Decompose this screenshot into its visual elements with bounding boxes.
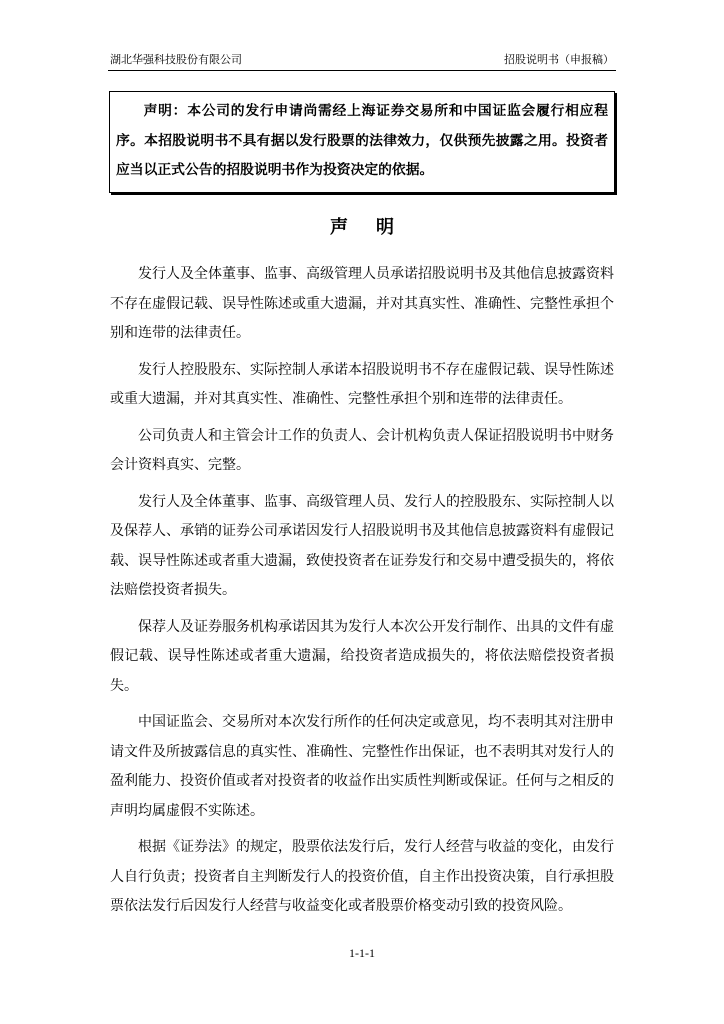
notice-text: 声明：本公司的发行申请尚需经上海证券交易所和中国证监会履行相应程序。本招股说明书不具有据以发行股票的法律效力，仅供预先披露之用。投资者应当以正式公告的招股说明书作为投资决定的依据。 xyxy=(116,103,608,178)
paragraph: 发行人控股股东、实际控制人承诺本招股说明书不存在虚假记载、误导性陈述或重大遗漏，并对其真实性、准确性、完整性承担个别和连带的法律责任。 xyxy=(110,361,614,407)
page-number: 1-1-1 xyxy=(349,946,375,960)
paragraph: 根据《证券法》的规定，股票依法发行后，发行人经营与收益的变化，由发行人自行负责；投资者自主判断发行人的投资价值，自主作出投资决策，自行承担股票依法发行后因发行人经营与收益变化或者股票价格变动引致的投资风险。 xyxy=(110,839,614,914)
paragraph: 发行人及全体董事、监事、高级管理人员承诺招股说明书及其他信息披露资料不存在虚假记载、误导性陈述或重大遗漏，并对其真实性、准确性、完整性承担个别和连带的法律责任。 xyxy=(110,266,614,341)
header-document-type: 招股说明书（申报稿） xyxy=(504,53,614,66)
paragraph: 保荐人及证券服务机构承诺因其为发行人本次公开发行制作、出具的文件有虚假记载、误导性陈述或者重大遗漏，给投资者造成损失的，将依法赔偿投资者损失。 xyxy=(110,618,614,694)
header-company-name: 湖北华强科技股份有限公司 xyxy=(110,53,242,66)
notice-box xyxy=(109,91,615,193)
paragraph: 发行人及全体董事、监事、高级管理人员、发行人的控股股东、实际控制人以及保荐人、承销的证券公司承诺因发行人招股说明书及其他信息披露资料有虚假记载、误导性陈述或者重大遗漏，致使投资者在证券发行和交易中遭受损失的，将依法赔偿投资者损失。 xyxy=(110,493,614,598)
page-header xyxy=(108,50,616,71)
page-title: 声明 xyxy=(330,217,422,238)
paragraph: 中国证监会、交易所对本次发行所作的任何决定或意见，均不表明其对注册申请文件及所披露信息的真实性、准确性、完整性作出保证，也不表明其对发行人的盈利能力、投资价值或者对投资者的收益作出实质性判断或保证。任何与之相反的声明均属虚假不实陈述。 xyxy=(110,714,614,819)
declaration-body xyxy=(110,260,614,929)
paragraph: 公司负责人和主管会计工作的负责人、会计机构负责人保证招股说明书中财务会计资料真实、完整。 xyxy=(110,427,614,473)
